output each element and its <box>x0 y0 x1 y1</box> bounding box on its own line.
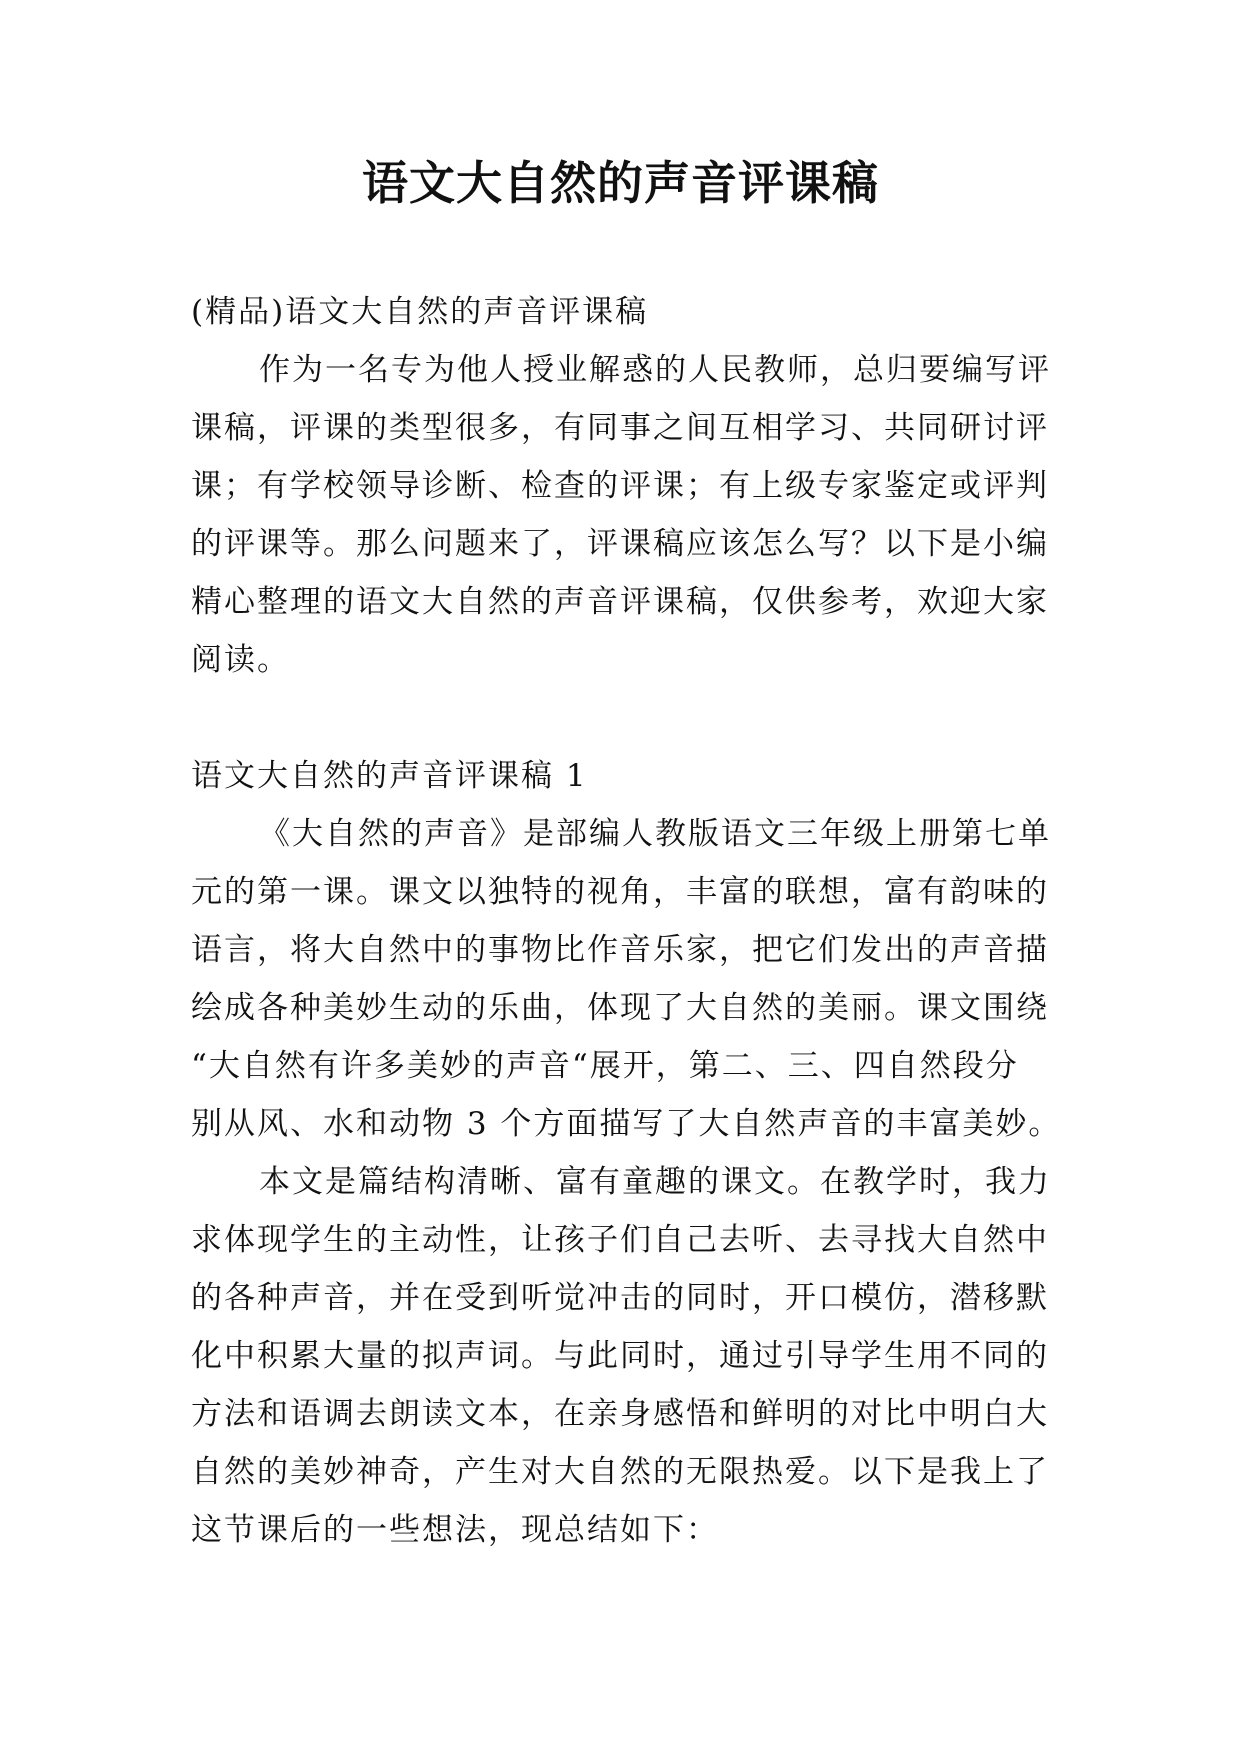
document-title: 语文大自然的声音评课稿 <box>362 156 879 210</box>
paragraph-line: 本文是篇结构清晰、富有童趣的课文。在教学时，我力 <box>259 1164 1051 1200</box>
paragraph-line: 语言，将大自然中的事物比作音乐家，把它们发出的声音描 <box>191 932 1049 968</box>
intro-paragraph <box>191 341 1061 689</box>
paragraph-line: 绘成各种美妙生动的乐曲，体现了大自然的美丽。课文围绕 <box>191 990 1049 1026</box>
section-heading: 语文大自然的声音评课稿 1 <box>191 758 588 794</box>
paragraph-line: 元的第一课。课文以独特的视角，丰富的联想，富有韵味的 <box>191 874 1049 910</box>
paragraph-line: 课稿，评课的类型很多，有同事之间互相学习、共同研讨评 <box>191 410 1049 446</box>
paragraph-line: 《大自然的声音》是部编人教版语文三年级上册第七单 <box>259 816 1051 852</box>
document-subtitle: (精品)语文大自然的声音评课稿 <box>191 294 649 330</box>
paragraph-line: 这节课后的一些想法，现总结如下： <box>191 1512 719 1548</box>
paragraph-line: 的各种声音，并在受到听觉冲击的同时，开口模仿，潜移默 <box>191 1280 1049 1316</box>
paragraph-line: 课；有学校领导诊断、检查的评课；有上级专家鉴定或评判 <box>191 468 1049 504</box>
paragraph-line: 作为一名专为他人授业解惑的人民教师，总归要编写评 <box>259 352 1051 388</box>
paragraph-line: “大自然有许多美妙的声音“展开，第二、三、四自然段分 <box>191 1048 1019 1084</box>
paragraph-line: 别从风、水和动物 3 个方面描写了大自然声音的丰富美妙。 <box>191 1106 1062 1142</box>
paragraph-line: 化中积累大量的拟声词。与此同时，通过引导学生用不同的 <box>191 1338 1049 1374</box>
paragraph-line: 方法和语调去朗读文本，在亲身感悟和鲜明的对比中明白大 <box>191 1396 1049 1432</box>
document-body <box>191 283 1061 1559</box>
paragraph-line: 的评课等。那么问题来了，评课稿应该怎么写？以下是小编 <box>191 526 1049 562</box>
paragraph-line: 自然的美妙神奇，产生对大自然的无限热爱。以下是我上了 <box>191 1454 1049 1490</box>
section1-paragraph-2 <box>191 1153 1061 1559</box>
section1-paragraph-1 <box>191 805 1061 1153</box>
paragraph-gap <box>191 689 1061 747</box>
paragraph-line: 阅读。 <box>191 642 290 678</box>
paragraph-line: 精心整理的语文大自然的声音评课稿，仅供参考，欢迎大家 <box>191 584 1049 620</box>
paragraph-line: 求体现学生的主动性，让孩子们自己去听、去寻找大自然中 <box>191 1222 1049 1258</box>
